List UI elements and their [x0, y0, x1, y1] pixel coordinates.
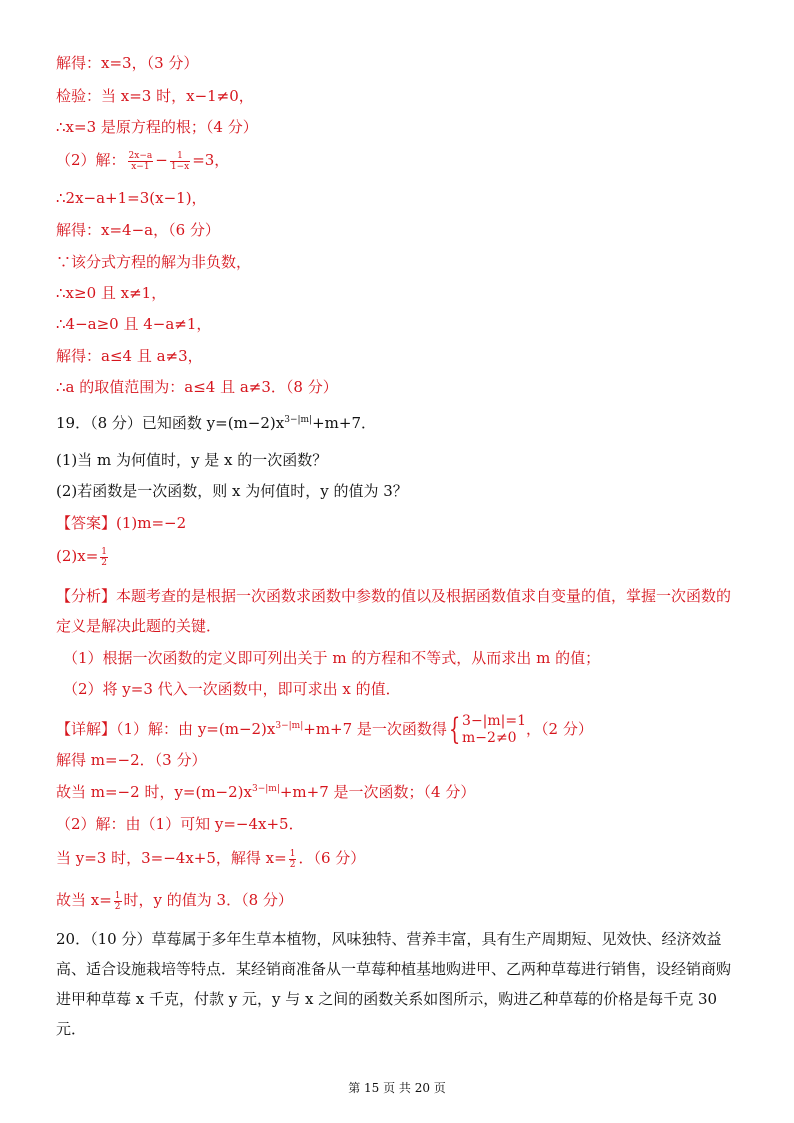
analysis-hint-1: （1）根据一次函数的定义即可列出关于 m 的方程和不等式，从而求出 m 的值；: [63, 649, 601, 667]
answer-line-2: (2)x= $\frac{1}{2}$: [56, 546, 108, 568]
solution-text: （2）解：: [56, 151, 126, 169]
detail-tag: 【详解】: [56, 720, 117, 738]
solution-line: ∵该分式方程的解为非负数，: [56, 253, 252, 271]
exponent: 3−|m|: [275, 721, 304, 731]
solution-line: ∴a 的取值范围为：a≤4 且 a≠3．（8 分）: [56, 378, 338, 396]
exponent: 3−|m|: [284, 415, 313, 425]
fraction: $\frac{1}{2}$: [114, 890, 121, 912]
system-brace: {: [448, 712, 461, 747]
solution-line-fraction-equation: （2）解： $\frac{2x-a}{x-1}$ − $\frac{1}{1-x}$ =3，: [56, 150, 230, 172]
solution-line: ∴x=3 是原方程的根；（4 分）: [56, 118, 258, 136]
detail-line-6: 故当 x= $\frac{1}{2}$ 时，y 的值为 3．（8 分）: [56, 890, 293, 912]
page-footer: 第 15 页 共 20 页: [348, 1081, 446, 1095]
detail-line-5: 当 y=3 时，3=−4x+5，解得 x= $\frac{1}{2}$ ．（6 分）: [56, 848, 366, 870]
solution-line: ∴x≥0 且 x≠1，: [56, 284, 167, 302]
fraction: $\frac{1}{2}$: [101, 546, 108, 568]
fraction: $\frac{1}{2}$: [289, 848, 296, 870]
equation-system: 3−|m|=1 m−2≠0: [462, 713, 527, 746]
solution-line: 检验：当 x=3 时，x−1≠0，: [56, 87, 254, 105]
question-19-part2: (2)若函数是一次函数，则 x 为何值时，y 的值为 3？: [56, 482, 408, 500]
fraction: $\frac{2x-a}{x-1}$: [128, 150, 153, 172]
solution-line: ∴4−a≥0 且 4−a≠1，: [56, 315, 212, 333]
detail-line-3: 故当 m=−2 时，$y=(m-2)x^{3-|m|}+m+7$ 是一次函数；（4 分）: [56, 783, 476, 801]
solution-line: ∴2x−a+1=3(x−1)，: [56, 189, 207, 207]
answer-tag: 【答案】: [56, 514, 117, 532]
solution-line: 解得：x=4−a，（6 分）: [56, 221, 220, 239]
detail-line-4: （2）解：由（1）可知 y=−4x+5．: [56, 815, 304, 833]
detail-line-2: 解得 m=−2．（3 分）: [56, 751, 207, 769]
question-19-part1: (1)当 m 为何值时，y 是 x 的一次函数？: [56, 451, 328, 469]
solution-line: 解得：a≤4 且 a≠3，: [56, 347, 203, 365]
question-19-stem: 19．（8 分）已知函数 $y=(m-2)x^{3-|m|}+m+7$．: [56, 414, 376, 432]
detail-line-1: 【详解】（1）解：由 $y=(m-2)x^{3-|m|}+m+7$ 是一次函数得{ 3−|m|=1 m−2≠0 ，（2 分）: [56, 712, 593, 747]
analysis-tag: 【分析】: [56, 587, 117, 605]
solution-line: 解得：x=3，（3 分）: [56, 54, 199, 72]
fraction: $\frac{1}{1-x}$: [170, 150, 190, 172]
answer-line: 【答案】(1)m=−2: [56, 514, 187, 532]
exponent: 3−|m|: [251, 784, 280, 794]
analysis-paragraph: 【分析】本题考查的是根据一次函数求函数中参数的值以及根据函数值求自变量的值，掌握一次函数的定义是解决此题的关键．: [56, 587, 732, 635]
question-20-stem: 20．（10 分）草莓属于多年生草本植物，风味独特、营养丰富，具有生产周期短、见效快、经济效益高、适合设施栽培等特点．某经销商准备从一草莓种植基地购进甲、乙两种草莓进行销售，设经销商购进甲种草莓 x 千克，付款 y 元，y 与 x 之间的函数关系如图所示，购进乙种草莓的价格是每千克 30 元．: [56, 930, 732, 1038]
analysis-hint-2: （2）将 y=3 代入一次函数中，即可求出 x 的值．: [63, 680, 401, 698]
